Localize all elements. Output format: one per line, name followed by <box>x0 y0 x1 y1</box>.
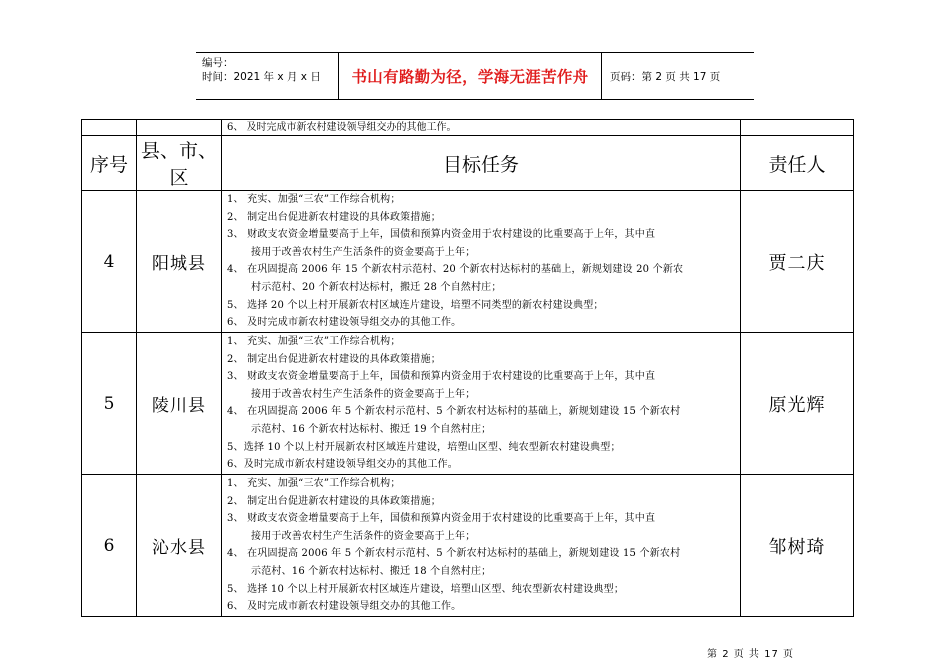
task-line: 2、 制定出台促进新农村建设的具体政策措施； <box>227 353 441 365</box>
county-name: 阳城县 <box>137 191 222 333</box>
document-header <box>196 52 754 100</box>
task-line: 村示范村、20 个新农村达标村，搬迁 28 个自然村庄； <box>251 281 502 293</box>
row-number: 5 <box>82 333 137 475</box>
column-header-person: 责任人 <box>741 136 854 191</box>
task-line: 示范村、16 个新农村达标村、搬迁 18 个自然村庄； <box>251 565 492 577</box>
column-header-number: 序号 <box>82 136 137 191</box>
task-line: 接用于改善农村生产生活条件的资金要高于上年； <box>251 246 476 258</box>
row-number: 4 <box>82 191 137 333</box>
code-label: 编号： <box>202 57 234 69</box>
task-table <box>81 119 854 617</box>
task-line: 3、 财政支农资金增量要高于上年，国债和预算内资金用于农村建设的比重要高于上年，其中直 <box>227 513 656 525</box>
table-row <box>82 475 854 617</box>
date-label: 时间：2021 年 x 月 x 日 <box>202 71 321 83</box>
header-meta <box>196 53 339 99</box>
task-list <box>222 333 741 475</box>
task-line: 5、 选择 10 个以上村开展新农村区域连片建设，培塑山区型、纯农型新农村建设典型； <box>227 583 625 595</box>
task-line: 接用于改善农村生产生活条件的资金要高于上年； <box>251 530 476 542</box>
table-row-continuation <box>82 120 854 136</box>
task-line: 6、 及时完成市新农村建设领导组交办的其他工作。 <box>227 601 462 613</box>
column-header-task: 目标任务 <box>222 136 741 191</box>
task-line: 4、 在巩固提高 2006 年 5 个新农村示范村、5 个新农村达标村的基础上，新规划建设 15 个新农村 <box>227 548 681 560</box>
header-page-label: 页码：第 2 页 共 17 页 <box>610 70 721 83</box>
responsible-person: 原光辉 <box>741 333 854 475</box>
task-line: 6、及时完成市新农村建设领导组交办的其他工作。 <box>227 459 458 471</box>
task-line: 4、 在巩固提高 2006 年 5 个新农村示范村、5 个新农村达标村的基础上，新规划建设 15 个新农村 <box>227 406 681 418</box>
table-header-row <box>82 136 854 191</box>
task-continuation: 6、 及时完成市新农村建设领导组交办的其他工作。 <box>222 120 741 136</box>
column-header-county: 县、市、区 <box>137 136 222 191</box>
task-line: 接用于改善农村生产生活条件的资金要高于上年； <box>251 388 476 400</box>
responsible-person: 贾二庆 <box>741 191 854 333</box>
task-line: 1、 充实、加强“三农”工作综合机构； <box>227 336 401 347</box>
task-line: 6、 及时完成市新农村建设领导组交办的其他工作。 <box>227 317 462 329</box>
task-list <box>222 475 741 617</box>
empty-cell <box>741 120 854 136</box>
table-row <box>82 333 854 475</box>
table-row <box>82 191 854 333</box>
row-number: 6 <box>82 475 137 617</box>
task-line: 1、 充实、加强“三农”工作综合机构； <box>227 478 401 489</box>
empty-cell <box>137 120 222 136</box>
task-line: 4、 在巩固提高 2006 年 15 个新农村示范村、20 个新农村达标村的基础上，新规划建设 20 个新农 <box>227 264 684 276</box>
task-line: 1、 充实、加强“三农”工作综合机构； <box>227 194 401 205</box>
task-line: 示范村、16 个新农村达标村、搬迁 19 个自然村庄； <box>251 423 492 435</box>
task-line: 5、 选择 20 个以上村开展新农村区域连片建设，培塑不同类型的新农村建设典型； <box>227 299 604 311</box>
empty-cell <box>82 120 137 136</box>
header-motto: 书山有路勤为径，学海无涯苦作舟 <box>339 53 602 99</box>
county-name: 沁水县 <box>137 475 222 617</box>
page-footer: 第 2 页 共 17 页 <box>707 649 794 660</box>
task-line: 3、 财政支农资金增量要高于上年，国债和预算内资金用于农村建设的比重要高于上年，其中直 <box>227 229 656 241</box>
responsible-person: 邹树琦 <box>741 475 854 617</box>
task-line: 3、 财政支农资金增量要高于上年，国债和预算内资金用于农村建设的比重要高于上年，其中直 <box>227 371 656 383</box>
county-name: 陵川县 <box>137 333 222 475</box>
task-line: 2、 制定出台促进新农村建设的具体政策措施； <box>227 211 441 223</box>
task-line: 2、 制定出台促进新农村建设的具体政策措施； <box>227 495 441 507</box>
task-list <box>222 191 741 333</box>
task-line: 5、选择 10 个以上村开展新农村区域连片建设，培塑山区型、纯农型新农村建设典型； <box>227 441 621 453</box>
